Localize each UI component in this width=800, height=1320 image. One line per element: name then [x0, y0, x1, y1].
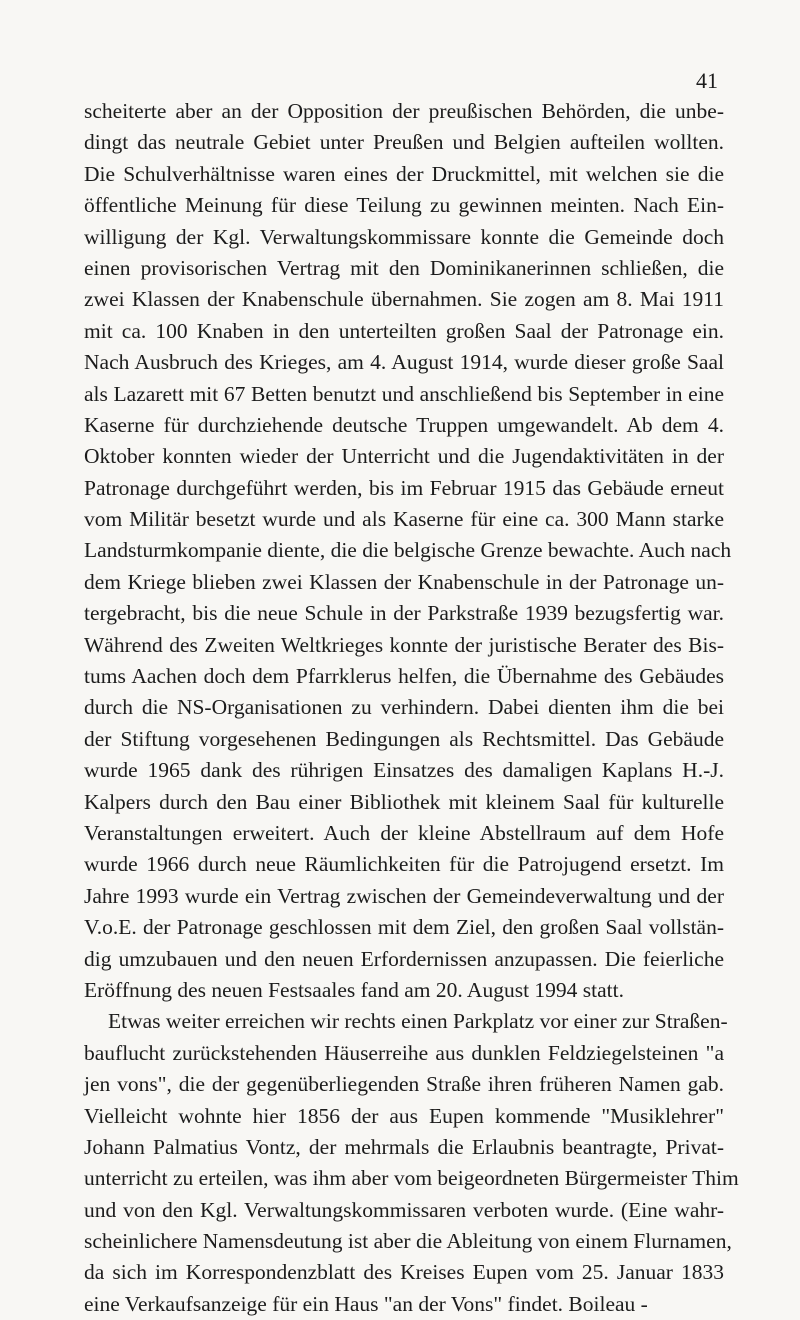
text-line: dem Kriege blieben zwei Klassen der Knabenschule in der Patronage un- — [84, 569, 724, 594]
text-line: Kaserne für durchziehende deutsche Truppen umgewandelt. Ab dem 4. — [84, 412, 724, 437]
text-line: unterricht zu erteilen, was ihm aber vom beigeordneten Bürgermeister Thim — [84, 1166, 739, 1191]
page-number: 41 — [696, 68, 718, 93]
text-line: da sich im Korrespondenzblatt des Kreises Eupen vom 25. Januar 1833 — [84, 1260, 724, 1285]
body-text — [84, 96, 739, 1320]
text-line: der Stiftung vorgesehenen Bedingungen als Rechtsmittel. Das Gebäude — [84, 726, 724, 751]
text-line: Patronage durchgeführt werden, bis im Februar 1915 das Gebäude erneut — [84, 475, 724, 500]
text-line: und von den Kgl. Verwaltungskommissaren verboten wurde. (Eine wahr- — [84, 1197, 724, 1222]
text-line: tergebracht, bis die neue Schule in der Parkstraße 1939 bezugsfertig war. — [84, 601, 724, 626]
text-line: scheiterte aber an der Opposition der preußischen Behörden, die unbe- — [84, 99, 724, 123]
text-line: dingt das neutrale Gebiet unter Preußen und Belgien aufteilen wollten. — [84, 130, 724, 155]
text-line: willigung der Kgl. Verwaltungskommissare konnte die Gemeinde doch — [84, 224, 724, 249]
text-line: tums Aachen doch dem Pfarrklerus helfen, die Übernahme des Gebäudes — [84, 664, 724, 689]
text-line: V.o.E. der Patronage geschlossen mit dem Ziel, den großen Saal vollstän- — [84, 915, 724, 940]
text-line: scheinlichere Namensdeutung ist aber die Ableitung von einem Flurnamen, — [84, 1229, 732, 1254]
text-line: jen vons", die der gegenüberliegenden Straße ihren früheren Namen gab. — [84, 1072, 724, 1097]
text-line: wurde 1966 durch neue Räumlichkeiten für die Patrojugend ersetzt. Im — [84, 852, 724, 877]
text-line: Die Schulverhältnisse waren eines der Druckmittel, mit welchen sie die — [84, 161, 724, 186]
text-line: öffentliche Meinung für diese Teilung zu gewinnen meinten. Nach Ein- — [84, 193, 724, 218]
text-line: Während des Zweiten Weltkrieges konnte der juristische Berater des Bis- — [84, 632, 724, 657]
text-line: Veranstaltungen erweitert. Auch der kleine Abstellraum auf dem Hofe — [84, 820, 724, 845]
text-line: Vielleicht wohnte hier 1856 der aus Eupen kommende "Musiklehrer" — [84, 1103, 724, 1128]
text-line: Nach Ausbruch des Krieges, am 4. August 1914, wurde dieser große Saal — [84, 350, 724, 375]
paragraph — [84, 96, 732, 1006]
text-line: bauflucht zurückstehenden Häuserreihe aus dunklen Feldziegelsteinen "a — [84, 1040, 724, 1065]
text-line: als Lazarett mit 67 Betten benutzt und anschließend bis September in eine — [84, 381, 724, 406]
text-line: wurde 1965 dank des rührigen Einsatzes des damaligen Kaplans H.-J. — [84, 758, 724, 783]
text-line: vom Militär besetzt wurde und als Kaserne für eine ca. 300 Mann starke — [84, 507, 724, 532]
text-line: eine Verkaufsanzeige für ein Haus "an der Vons" findet. Boileau - — [84, 1291, 648, 1316]
text-line: Landsturmkompanie diente, die die belgische Grenze bewachte. Auch nach — [84, 538, 732, 563]
text-line: Kalpers durch den Bau einer Bibliothek mit kleinem Saal für kulturelle — [84, 789, 724, 814]
text-line: mit ca. 100 Knaben in den unterteilten großen Saal der Patronage ein. — [84, 318, 724, 343]
text-line: zwei Klassen der Knabenschule übernahmen. Sie zogen am 8. Mai 1911 — [84, 287, 724, 312]
paragraph — [84, 1006, 739, 1320]
text-line: Jahre 1993 wurde ein Vertrag zwischen der Gemeindeverwaltung und der — [84, 883, 724, 908]
text-line: Oktober konnten wieder der Unterricht und die Jugendaktivitäten in der — [84, 444, 724, 469]
text-line: Eröffnung des neuen Festsaales fand am 20. August 1994 statt. — [84, 977, 624, 1002]
text-line: einen provisorischen Vertrag mit den Dominikanerinnen schließen, die — [84, 255, 724, 280]
text-line: Etwas weiter erreichen wir rechts einen Parkplatz vor einer zur Straßen- — [108, 1009, 728, 1034]
text-line: dig umzubauen und den neuen Erfordernissen anzupassen. Die feierliche — [84, 946, 724, 971]
text-line: durch die NS-Organisationen zu verhindern. Dabei dienten ihm die bei — [84, 695, 724, 720]
text-line: Johann Palmatius Vontz, der mehrmals die Erlaubnis beantragte, Privat- — [84, 1134, 724, 1159]
